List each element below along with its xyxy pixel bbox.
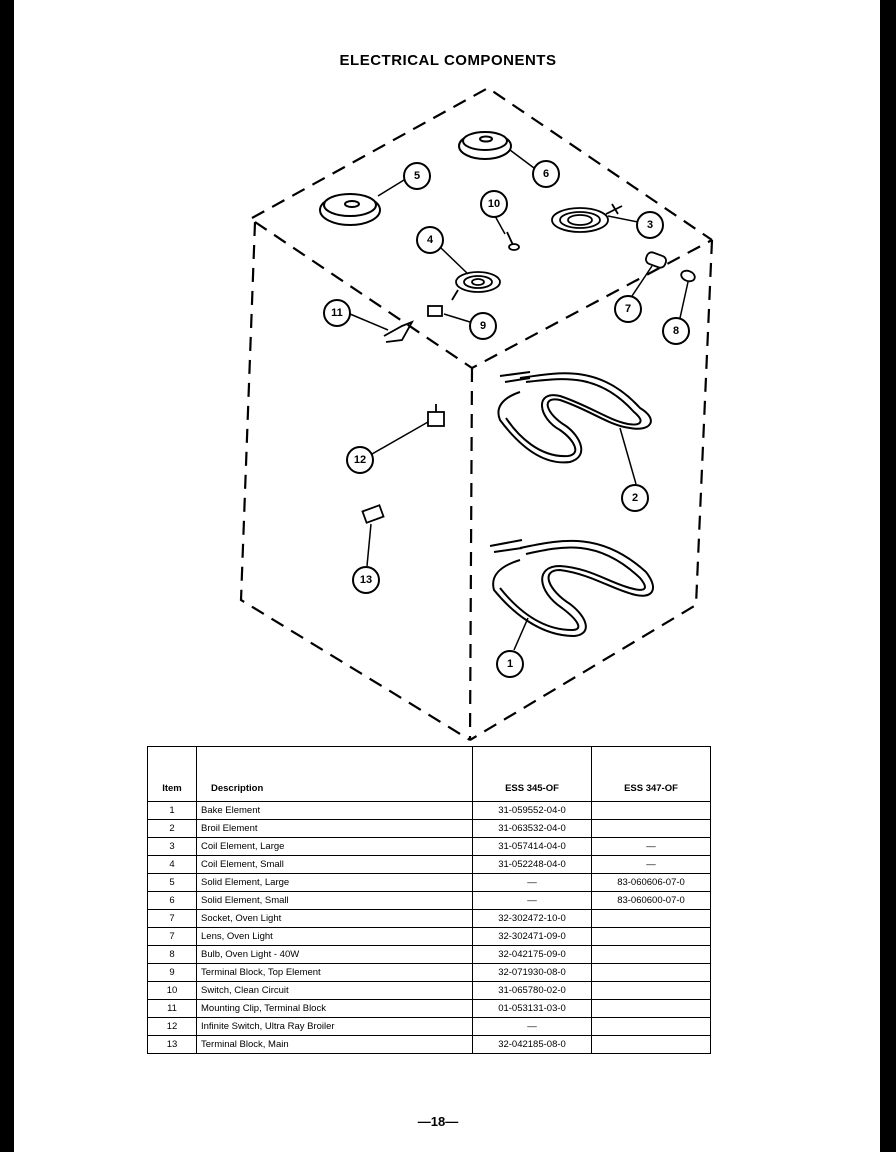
cell-model-ess347 — [592, 820, 711, 838]
cell-description: Switch, Clean Circuit — [197, 982, 473, 1000]
cell-description: Socket, Oven Light — [197, 910, 473, 928]
callout-10-label: 10 — [487, 198, 501, 210]
cell-model-ess345: 32-302472-10-0 — [473, 910, 592, 928]
header-model-ess347: ESS 347-OF — [592, 747, 711, 802]
table-row — [148, 892, 711, 910]
broil-element — [498, 372, 650, 462]
bake-element — [490, 540, 653, 636]
cell-item: 9 — [148, 964, 197, 982]
cell-item: 4 — [148, 856, 197, 874]
cell-item: 6 — [148, 892, 197, 910]
cell-description: Solid Element, Large — [197, 874, 473, 892]
cell-description: Terminal Block, Main — [197, 1036, 473, 1054]
oven-light-socket — [645, 251, 668, 269]
cell-model-ess345: 32-302471-09-0 — [473, 928, 592, 946]
cell-item: 11 — [148, 1000, 197, 1018]
oven-light-bulb — [680, 269, 697, 283]
cell-model-ess347 — [592, 928, 711, 946]
cell-model-ess345: — — [473, 1018, 592, 1036]
table-row — [148, 1036, 711, 1054]
table-row — [148, 964, 711, 982]
cell-model-ess347: 83-060606-07-0 — [592, 874, 711, 892]
cell-model-ess345: — — [473, 874, 592, 892]
cell-item: 13 — [148, 1036, 197, 1054]
table-row — [148, 910, 711, 928]
cell-item: 8 — [148, 946, 197, 964]
callout-9-label: 9 — [479, 320, 487, 332]
parts-table-body — [148, 802, 711, 1054]
cell-description: Terminal Block, Top Element — [197, 964, 473, 982]
callout-7-label: 7 — [624, 303, 632, 315]
terminal-block-top — [428, 306, 442, 316]
cell-model-ess347 — [592, 946, 711, 964]
callout-12-label: 12 — [353, 454, 367, 466]
page-title: ELECTRICAL COMPONENTS — [339, 52, 557, 69]
coil-element-small — [452, 272, 500, 300]
cell-model-ess347 — [592, 910, 711, 928]
table-row — [148, 874, 711, 892]
cell-item: 5 — [148, 874, 197, 892]
cell-model-ess347 — [592, 1000, 711, 1018]
header-model-ess345: ESS 345-OF — [473, 747, 592, 802]
cell-description: Infinite Switch, Ultra Ray Broiler — [197, 1018, 473, 1036]
table-row — [148, 982, 711, 1000]
cell-item: 12 — [148, 1018, 197, 1036]
cell-model-ess345: 31-063532-04-0 — [473, 820, 592, 838]
cell-item: 1 — [148, 802, 197, 820]
callout-4-label: 4 — [426, 234, 434, 246]
cell-model-ess345: — — [473, 892, 592, 910]
cell-model-ess345: 31-065780-02-0 — [473, 982, 592, 1000]
callout-5-label: 5 — [413, 170, 421, 182]
page-number: —18— — [417, 1114, 459, 1129]
cell-model-ess345: 31-057414-04-0 — [473, 838, 592, 856]
cell-description: Broil Element — [197, 820, 473, 838]
coil-element-large — [552, 204, 622, 232]
cell-description: Coil Element, Large — [197, 838, 473, 856]
cell-model-ess345: 32-042175-09-0 — [473, 946, 592, 964]
cell-item: 7 — [148, 928, 197, 946]
callout-6-label: 6 — [542, 168, 550, 180]
cabinet-outline — [241, 88, 712, 740]
cell-model-ess345: 01-053131-03-0 — [473, 1000, 592, 1018]
solid-element-large — [320, 194, 380, 225]
cell-model-ess347 — [592, 1018, 711, 1036]
table-row — [148, 838, 711, 856]
cell-model-ess347 — [592, 982, 711, 1000]
callout-1-label: 1 — [506, 658, 514, 670]
cell-description: Solid Element, Small — [197, 892, 473, 910]
switch-clean-circuit — [507, 232, 519, 250]
cell-model-ess345: 32-071930-08-0 — [473, 964, 592, 982]
cell-model-ess347 — [592, 1036, 711, 1054]
cell-description: Coil Element, Small — [197, 856, 473, 874]
cell-description: Lens, Oven Light — [197, 928, 473, 946]
table-row — [148, 820, 711, 838]
cell-model-ess347 — [592, 802, 711, 820]
cell-model-ess345: 31-052248-04-0 — [473, 856, 592, 874]
cell-item: 3 — [148, 838, 197, 856]
cell-item: 10 — [148, 982, 197, 1000]
header-item: Item — [148, 747, 197, 802]
cell-model-ess347: — — [592, 856, 711, 874]
parts-table — [147, 746, 711, 1054]
cell-model-ess347 — [592, 964, 711, 982]
terminal-block-main — [362, 505, 383, 522]
cell-model-ess347: 83-060600-07-0 — [592, 892, 711, 910]
cell-description: Bake Element — [197, 802, 473, 820]
cell-model-ess345: 31-059552-04-0 — [473, 802, 592, 820]
table-row — [148, 1000, 711, 1018]
cell-description: Bulb, Oven Light - 40W — [197, 946, 473, 964]
infinite-switch — [428, 404, 444, 426]
callout-13-label: 13 — [359, 574, 373, 586]
table-row — [148, 928, 711, 946]
cell-item: 2 — [148, 820, 197, 838]
parts-table-header — [148, 747, 711, 802]
cell-model-ess345: 32-042185-08-0 — [473, 1036, 592, 1054]
callout-11-label: 11 — [331, 307, 343, 319]
cell-description: Mounting Clip, Terminal Block — [197, 1000, 473, 1018]
header-description: Description — [197, 747, 473, 802]
solid-element-small — [459, 132, 511, 159]
callout-3-label: 3 — [646, 219, 654, 231]
callout-8-label: 8 — [672, 325, 680, 337]
table-row — [148, 802, 711, 820]
table-row — [148, 946, 711, 964]
cell-item: 7 — [148, 910, 197, 928]
table-row — [148, 856, 711, 874]
table-row — [148, 1018, 711, 1036]
cell-model-ess347: — — [592, 838, 711, 856]
callout-2-label: 2 — [631, 492, 639, 504]
